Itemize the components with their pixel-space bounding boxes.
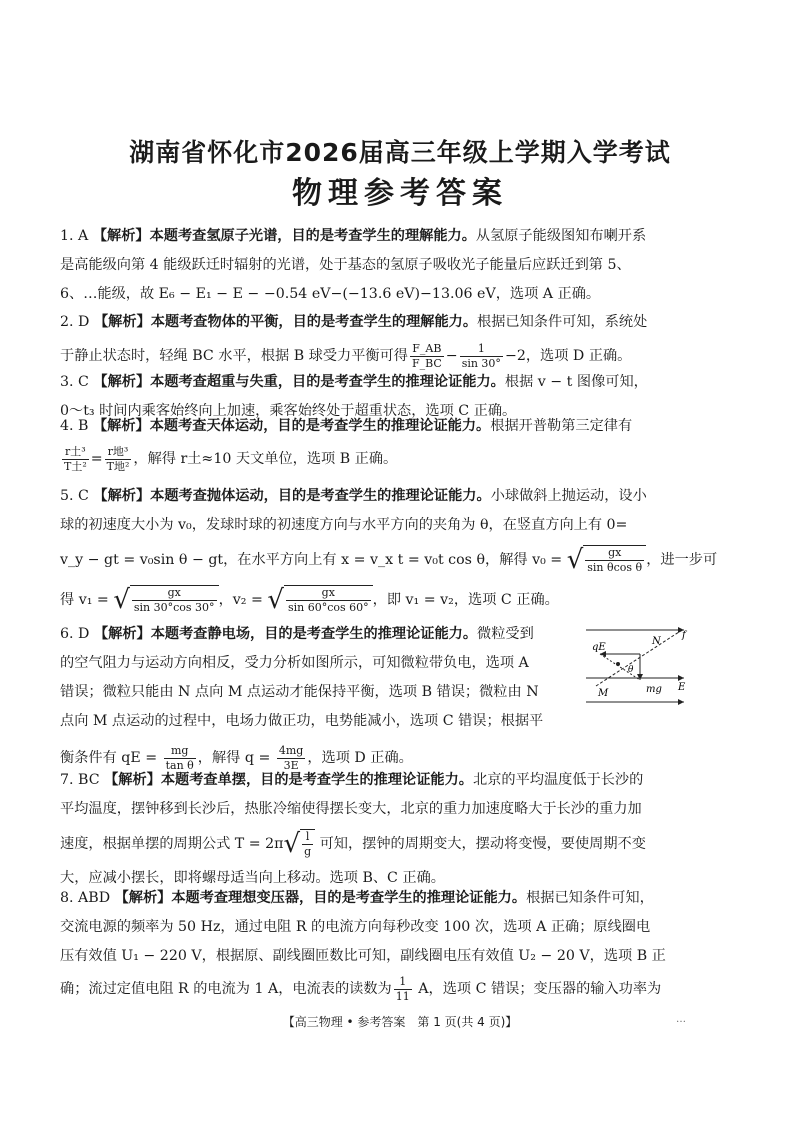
analysis-text: 平均温度，摆钟移到长沙后，热胀冷缩使得摆长变大，北京的重力加速度略大于长沙的重力加	[60, 801, 642, 817]
analysis-text: 北京的平均温度低于长沙的	[473, 772, 644, 788]
analysis-heading: 【解析】本题考查理想变压器，目的是考查学生的推理论证能力。	[114, 890, 527, 906]
answer-number: 5. C	[60, 488, 94, 504]
answer-4: 4. B 【解析】本题考查天体运动，目的是考查学生的推理论证能力。根据开普勒第三定律有 $\frac{\text{r土³}}{\text{T土²}}$ = $\frac{\text{r地³}}{\text{T地²}}$ ，解得 r土≈10 天文单位，选项 B 正确。	[60, 418, 633, 473]
analysis-text: 于静止状态时，轻绳 BC 水平，根据 B 球受力平衡可得	[60, 348, 408, 364]
square-root: √ $\frac{l}{g}$	[283, 829, 315, 859]
fraction: $\frac{1}{\sin 30^\circ}$	[461, 341, 501, 370]
label-M: M	[598, 688, 609, 699]
analysis-text: 微粒受到	[477, 626, 534, 642]
analysis-text: A，选项 C 错误；变压器的输入功率为	[413, 981, 662, 997]
answer-number: 7. BC	[60, 772, 105, 788]
label-E: E	[678, 682, 686, 693]
label-theta: θ	[628, 665, 634, 675]
analysis-heading: 【解析】本题考查静电场，目的是考查学生的推理论证能力。	[93, 626, 478, 642]
analysis-text: 根据已知条件可知，系统处	[477, 314, 648, 330]
analysis-text: 根据开普勒第三定律有	[490, 418, 633, 434]
page-footer: 【高三物理 • 参考答案 第 1 页(共 4 页)】	[282, 1015, 518, 1029]
fraction: $\frac{1}{11}$	[395, 974, 410, 1003]
answer-number: 4. B	[60, 418, 93, 434]
label-N: N	[652, 636, 661, 647]
analysis-text: ，进一步可	[646, 552, 718, 568]
answer-number: 6. D	[60, 626, 94, 642]
answer-8: 8. ABD 【解析】本题考查理想变压器，目的是考查学生的推理论证能力。根据已知条件可知， 交流电源的频率为 50 Hz，通过电阻 R 的电流方向每秒改变 100 次，选项 A 正确；原线圈电 压有效值 U₁ − 220 V，根据原、副线圈匝数比可知，副线圈电压有效值 U₂ − 20 V，选项 B 正 确；流过定值电阻 R 的电流为 1 A，电流表的读数为 $\frac{1}{11}$ A，选项 C 错误；变压器的输入功率为	[60, 884, 744, 1007]
square-root: √ $\frac{gx}{\text{sin θcos θ}}$	[567, 545, 647, 575]
analysis-text: ，选项 D 正确。	[307, 750, 413, 766]
analysis-heading: 【解析】本题考查超重与失重，目的是考查学生的推理论证能力。	[93, 374, 505, 390]
square-root: √ $\frac{gx}{\sin 30^\circ\cos 30^\circ}$	[113, 585, 218, 615]
analysis-text: 的空气阻力与运动方向相反，受力分析如图所示，可知微粒带负电，选项 A	[60, 655, 529, 671]
answer-number: 8. ABD	[60, 890, 115, 906]
analysis-text: 小球做斜上抛运动，设小	[490, 488, 647, 504]
analysis-text: 压有效值 U₁ − 220 V，根据原、副线圈匝数比可知，副线圈电压有效值 U₂ − 20 V，选项 B 正	[60, 948, 666, 964]
analysis-text: 球的初速度大小为 v₀，发球时球的初速度方向与水平方向的夹角为 θ，在竖直方向上有 0=	[60, 517, 628, 533]
force-diagram	[586, 624, 688, 706]
analysis-text: ，解得 r土≈10 天文单位，选项 B 正确。	[133, 451, 398, 467]
analysis-text: 根据已知条件可知，	[526, 890, 654, 906]
analysis-text: ，即 v₁ = v₂，选项 C 正确。	[372, 592, 559, 608]
analysis-heading: 【解析】本题考查单摆，目的是考查学生的推理论证能力。	[104, 772, 473, 788]
analysis-text: 6、…能级，故 E₆ − E₁ − E − −0.54 eV−(−13.6 eV)−13.06 eV，选项 A 正确。	[60, 286, 601, 302]
analysis-heading: 【解析】本题考查氢原子光谱，目的是考查学生的理解能力。	[92, 228, 476, 244]
analysis-text: 点向 M 点运动的过程中，电场力做正功，电势能减小，选项 C 错误；根据平	[60, 713, 544, 729]
analysis-heading: 【解析】本题考查物体的平衡，目的是考查学生的理解能力。	[93, 314, 478, 330]
analysis-text: 0～t₃ 时间内乘客始终向上加速，乘客始终处于超重状态，选项 C 正确。	[60, 403, 517, 419]
fraction: $\frac{mg}{\text{tan θ}}$	[165, 743, 194, 772]
analysis-text: 交流电源的频率为 50 Hz，通过电阻 R 的电流方向每秒改变 100 次，选项 A 正确；原线圈电	[60, 919, 651, 935]
label-mg: mg	[646, 684, 662, 695]
analysis-text: −2，选项 D 正确。	[504, 348, 632, 364]
fraction: $\frac{\text{r土³}}{\text{T土²}}$	[64, 444, 87, 473]
analysis-heading: 【解析】本题考查抛体运动，目的是考查学生的推理论证能力。	[93, 488, 491, 504]
answer-number: 1. A	[60, 228, 93, 244]
answer-5: 5. C 【解析】本题考查抛体运动，目的是考查学生的推理论证能力。小球做斜上抛运动，设小 球的初速度大小为 v₀，发球时球的初速度方向与水平方向的夹角为 θ，在竖直方向上有 0= v_y − gt = v₀sin θ − gt，在水平方向上有 x = v_x t = v₀t cos θ，解得 v₀ = √ $\frac{gx}{\text{sin θcos θ}}$ ，进一步可 得 v₁ = √ $\frac{gx}{\sin 30^\circ\cos 30^\circ}$ ，v₂ = √ $\frac{gx}{\sin 60^\circ\cos 60^\circ}$ ，即 v₁ = v₂，选项 C 正确。	[60, 482, 744, 620]
analysis-text: v_y − gt = v₀sin θ − gt，在水平方向上有 x = v_x t = v₀t cos θ，解得 v₀ =	[60, 552, 567, 568]
analysis-text: 根据 v − t 图像可知，	[504, 374, 648, 390]
analysis-text: 错误；微粒只能由 N 点向 M 点运动才能保持平衡，选项 B 错误；微粒由 N	[60, 684, 539, 700]
footer-mark: …	[676, 1014, 686, 1025]
fraction: $\frac{F\_AB}{F\_BC}$	[411, 341, 442, 370]
answer-number: 3. C	[60, 374, 94, 390]
analysis-text: 可知，摆钟的周期变大，摆动将变慢，要使周期不变	[315, 836, 646, 852]
answer-7: 7. BC 【解析】本题考查单摆，目的是考查学生的推理论证能力。北京的平均温度低于长沙的 平均温度，摆钟移到长沙后，热胀冷缩使得摆长变大，北京的重力加速度略大于长沙的重力加 速度，根据单摆的周期公式 T = 2π√ $\frac{l}{g}$ 可知，摆钟的周期变大，摆动将变慢，要使周期不变 大，应减小摆长，即将螺母适当向上移动。选项 B、C 正确。	[60, 766, 744, 893]
label-qE: qE	[592, 642, 606, 653]
analysis-text: 是高能级向第 4 能级跃迁时辐射的光谱，处于基态的氢原子吸收光子能量后应跃迁到第 5、	[60, 257, 631, 273]
fraction: $\frac{\text{r地³}}{\text{T地²}}$	[106, 444, 130, 473]
answer-1	[60, 222, 744, 309]
page-subtitle: 物理参考答案	[292, 176, 508, 211]
label-f: f	[682, 630, 686, 641]
fraction: $\frac{4mg}{3E}$	[278, 743, 304, 772]
analysis-heading: 【解析】本题考查天体运动，目的是考查学生的推理论证能力。	[92, 418, 491, 434]
page-title: 湖南省怀化市2026届高三年级上学期入学考试	[129, 138, 671, 167]
analysis-text: 大，应减小摆长，即将螺母适当向上移动。选项 B、C 正确。	[60, 870, 445, 886]
square-root: √ $\frac{gx}{\sin 60^\circ\cos 60^\circ}$	[267, 585, 372, 615]
answer-6: 6. D 【解析】本题考查静电场，目的是考查学生的推理论证能力。微粒受到 的空气阻力与运动方向相反，受力分析如图所示，可知微粒带负电，选项 A 错误；微粒只能由 N 点向 M 点运动才能保持平衡，选项 B 错误；微粒由 N 点向 M 点运动的过程中，电场力做正功，电势能减小，选项 C 错误；根据平 衡条件有 qE = $\frac{mg}{\text{tan θ}}$ ，解得 q = $\frac{4mg}{3E}$ ，选项 D 正确。	[60, 620, 744, 780]
analysis-text: 从氢原子能级图知布喇开系	[475, 228, 647, 244]
answer-number: 2. D	[60, 314, 94, 330]
answer-2: 2. D 【解析】本题考查物体的平衡，目的是考查学生的理解能力。根据已知条件可知，系统处 于静止状态时，轻绳 BC 水平，根据 B 球受力平衡可得 $\frac{F\_AB}{F\_BC}$ − $\frac{1}{\sin 30^\circ}$ −2，选项 D 正确。	[60, 314, 648, 370]
